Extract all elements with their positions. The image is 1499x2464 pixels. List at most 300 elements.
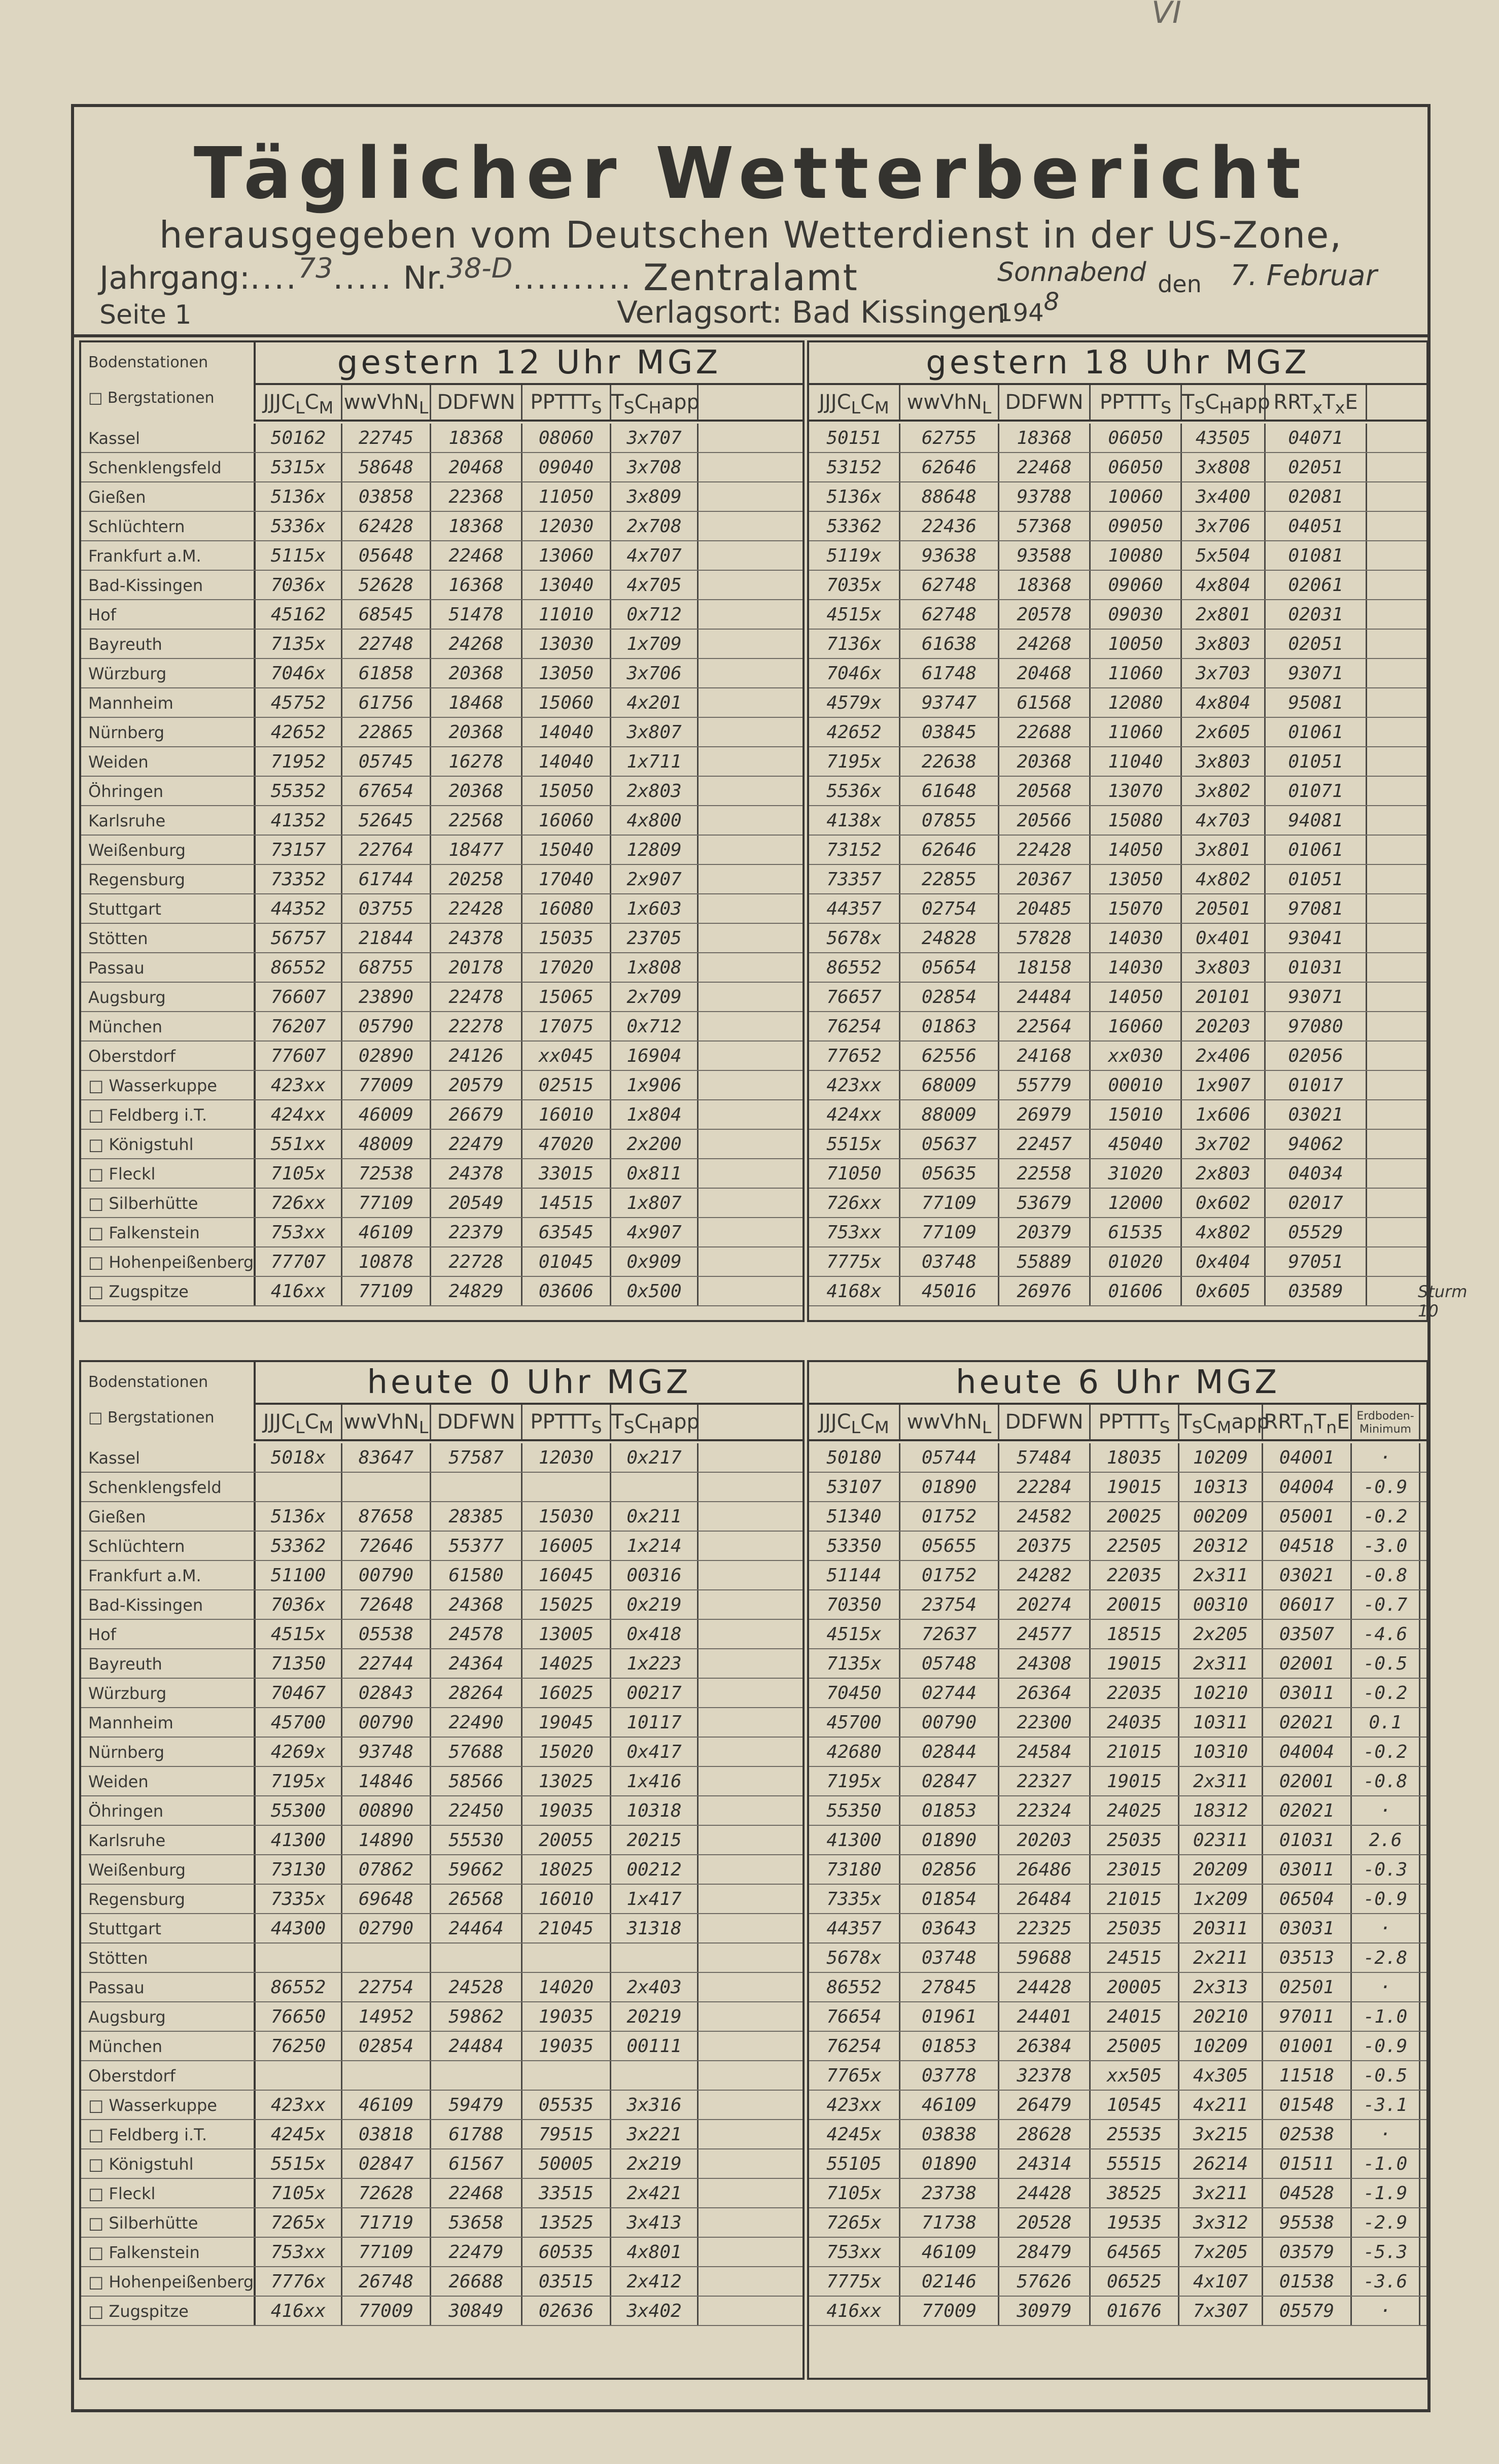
sturm-note: Sturm 10 [1418, 1282, 1468, 1321]
publisher: Verlagsort: Bad Kissingen [617, 295, 1006, 330]
data-cell: 77109 [342, 1277, 431, 1305]
data-cell: -3.1 [1352, 2091, 1420, 2119]
data-cell: 22754 [342, 1973, 431, 2001]
table-row [809, 1973, 1426, 2002]
data-cell: 20568 [999, 777, 1091, 805]
data-cell: 753xx [809, 1218, 900, 1246]
data-cell: 7105x [254, 2179, 342, 2207]
data-cell: 44357 [809, 1914, 900, 1942]
data-cell: 05001 [1263, 1502, 1352, 1531]
data-cell: 423xx [809, 1071, 900, 1099]
data-cell: 4515x [254, 1620, 342, 1648]
data-cell: 26484 [999, 1885, 1091, 1913]
data-cell: 04001 [1263, 1443, 1352, 1472]
table-row [809, 924, 1426, 953]
data-cell: 52628 [342, 571, 431, 599]
data-cell: 20379 [999, 1218, 1091, 1246]
data-cell: 3x807 [611, 718, 699, 746]
data-cell: 1x603 [611, 894, 699, 923]
station-name: □ Falkenstein [88, 2243, 200, 2262]
station-name: Passau [88, 958, 145, 978]
data-cell: 7265x [809, 2208, 900, 2237]
data-cell: 03845 [900, 718, 999, 746]
station-name: Kassel [88, 1448, 140, 1468]
table-row [81, 1649, 803, 1679]
column-header: wwVhN$_L$ [342, 1405, 431, 1439]
data-cell: 55779 [999, 1071, 1091, 1099]
table-row [81, 2002, 803, 2032]
data-cell: 31020 [1091, 1159, 1182, 1188]
table-row [809, 1885, 1426, 1914]
data-cell: 01538 [1263, 2267, 1352, 2296]
data-cell: 26688 [431, 2267, 522, 2296]
data-cell: -0.2 [1352, 1738, 1420, 1766]
year-label: Jahrgang: [99, 259, 250, 296]
data-cell: 26479 [999, 2091, 1091, 2119]
data-cell: 4x305 [1179, 2061, 1263, 2090]
data-cell: 28385 [431, 1502, 522, 1531]
station-name: Bad-Kissingen [88, 576, 203, 595]
data-cell: 03643 [900, 1914, 999, 1942]
data-cell: 7x307 [1179, 2297, 1263, 2325]
table-row [81, 1473, 803, 1502]
data-cell: 01511 [1263, 2149, 1352, 2178]
data-cell: 19035 [522, 2002, 611, 2031]
data-cell: 4269x [254, 1738, 342, 1766]
data-cell: 02051 [1266, 453, 1367, 481]
column-header: $PPTTT_S$ [522, 385, 611, 420]
table-row [809, 1130, 1426, 1159]
data-cell: 01081 [1266, 541, 1367, 570]
data-cell: 24268 [431, 630, 522, 658]
data-cell: 16278 [431, 747, 522, 776]
data-cell: 0x401 [1182, 924, 1266, 952]
data-cell: 23705 [611, 924, 699, 952]
data-cell: 20468 [999, 659, 1091, 687]
data-cell: 45162 [254, 600, 342, 629]
data-cell: 22478 [431, 983, 522, 1011]
data-cell: 77109 [342, 2238, 431, 2266]
data-cell: 18468 [431, 688, 522, 717]
year-suffix: 8 [1043, 288, 1060, 316]
station-name: Weiden [88, 752, 149, 772]
data-cell: 61744 [342, 865, 431, 893]
data-cell: 0x418 [611, 1620, 699, 1648]
data-cell: 03589 [1266, 1277, 1367, 1305]
data-cell: 10318 [611, 1796, 699, 1825]
data-cell: 24515 [1091, 1944, 1179, 1972]
data-cell: -2.9 [1352, 2208, 1420, 2237]
table-row [81, 1532, 803, 1561]
data-cell: 05579 [1263, 2297, 1352, 2325]
data-cell: 15070 [1091, 894, 1182, 923]
data-cell: 4x707 [611, 541, 699, 570]
data-cell: 71738 [900, 2208, 999, 2237]
data-cell: 02754 [900, 894, 999, 923]
data-cell: 0x404 [1182, 1247, 1266, 1276]
data-cell: 1x209 [1179, 1885, 1263, 1913]
data-cell: 4x107 [1179, 2267, 1263, 2296]
data-cell: 26486 [999, 1855, 1091, 1884]
table-bl [79, 1360, 805, 2380]
data-cell: 21844 [342, 924, 431, 952]
data-cell: 32378 [999, 2061, 1091, 2090]
data-cell: 02056 [1266, 1042, 1367, 1070]
data-cell: 07862 [342, 1855, 431, 1884]
data-cell: 14040 [522, 718, 611, 746]
data-cell: 13060 [522, 541, 611, 570]
data-cell: -1.0 [1352, 2002, 1420, 2031]
data-cell: 51340 [809, 1502, 900, 1531]
table-row [81, 1561, 803, 1590]
data-cell: 24401 [999, 2002, 1091, 2031]
data-cell: 22728 [431, 1247, 522, 1276]
data-cell: -0.9 [1352, 1473, 1420, 1501]
data-cell: 55352 [254, 777, 342, 805]
section-heading: heute 0 Uhr MGZ [254, 1362, 803, 1405]
data-cell: 94062 [1266, 1130, 1367, 1158]
data-cell: 11060 [1091, 659, 1182, 687]
data-cell: 24308 [999, 1649, 1091, 1678]
data-cell: 57626 [999, 2267, 1091, 2296]
data-cell: 01071 [1266, 777, 1367, 805]
data-cell: 1x807 [611, 1189, 699, 1217]
data-cell [342, 1473, 431, 1501]
data-cell: 83647 [342, 1443, 431, 1472]
data-cell: 03858 [342, 482, 431, 511]
data-cell: 03838 [900, 2120, 999, 2148]
data-cell: 42680 [809, 1738, 900, 1766]
data-cell: 4x907 [611, 1218, 699, 1246]
data-cell: 5678x [809, 1944, 900, 1972]
table-row [809, 1796, 1426, 1826]
data-cell: 45040 [1091, 1130, 1182, 1158]
data-cell: 7105x [254, 1159, 342, 1188]
data-cell: 24828 [900, 924, 999, 952]
data-cell: 5136x [254, 482, 342, 511]
column-header: DDFWN [431, 1405, 522, 1439]
table-tl [79, 340, 805, 1322]
column-header: wwVhN$_L$ [900, 1405, 999, 1439]
data-cell: 1x804 [611, 1100, 699, 1129]
data-cell: 26679 [431, 1100, 522, 1129]
data-cell: 15035 [522, 924, 611, 952]
data-cell: -3.6 [1352, 2267, 1420, 2296]
data-cell: 14030 [1091, 953, 1182, 982]
data-cell: 09060 [1091, 571, 1182, 599]
data-cell: 22748 [342, 630, 431, 658]
data-cell: 2x219 [611, 2149, 699, 2178]
column-header: DDFWN [431, 385, 522, 420]
data-cell: 12030 [522, 1443, 611, 1472]
data-cell: 68009 [900, 1071, 999, 1099]
data-cell: 28264 [431, 1679, 522, 1707]
data-cell: 41300 [809, 1826, 900, 1854]
data-cell: 14020 [522, 1973, 611, 2001]
data-cell: 03011 [1263, 1855, 1352, 1884]
table-row [809, 1914, 1426, 1944]
data-cell: 3x803 [1182, 747, 1266, 776]
data-cell: 18515 [1091, 1620, 1179, 1648]
data-cell: 24364 [431, 1649, 522, 1678]
table-row [809, 983, 1426, 1012]
data-cell [342, 1944, 431, 1972]
data-cell: 19015 [1091, 1649, 1179, 1678]
data-cell: 1x808 [611, 953, 699, 982]
data-cell: 71350 [254, 1649, 342, 1678]
data-cell: 16010 [522, 1885, 611, 1913]
data-cell: -0.9 [1352, 2032, 1420, 2060]
data-cell: 13525 [522, 2208, 611, 2237]
table-row [809, 600, 1426, 630]
data-cell: -0.2 [1352, 1502, 1420, 1531]
column-header: $JJJC_LC_M$ [809, 385, 900, 420]
data-cell: 14846 [342, 1767, 431, 1795]
data-cell: 22324 [999, 1796, 1091, 1825]
data-cell: 22764 [342, 836, 431, 864]
data-cell: 4x201 [611, 688, 699, 717]
station-name: Öhringen [88, 782, 164, 801]
data-cell: 4x703 [1182, 806, 1266, 835]
station-name: Hof [88, 605, 116, 624]
data-cell: 0x417 [611, 1738, 699, 1766]
data-cell: 01606 [1091, 1277, 1182, 1305]
data-cell: 73130 [254, 1855, 342, 1884]
column-header: DDFWN [999, 385, 1091, 420]
data-cell: 05535 [522, 2091, 611, 2119]
table-row [81, 983, 803, 1012]
table-row [81, 1012, 803, 1042]
data-cell: 51100 [254, 1561, 342, 1589]
table-row [81, 2267, 803, 2297]
data-cell: 18025 [522, 1855, 611, 1884]
data-cell: 7195x [809, 1767, 900, 1795]
data-cell: 45700 [809, 1708, 900, 1737]
data-cell: 01061 [1266, 836, 1367, 864]
data-cell: -1.9 [1352, 2179, 1420, 2207]
data-cell: 93071 [1266, 659, 1367, 687]
data-cell: 11050 [522, 482, 611, 511]
data-cell: 77109 [342, 1189, 431, 1217]
data-cell: 53350 [809, 1532, 900, 1560]
data-cell: 46109 [342, 2091, 431, 2119]
data-cell: 00316 [611, 1561, 699, 1589]
bergstationen-label: □ Bergstationen [88, 1409, 215, 1427]
table-row [81, 2120, 803, 2149]
data-cell: 42652 [254, 718, 342, 746]
data-cell: 88009 [900, 1100, 999, 1129]
data-cell: 59479 [431, 2091, 522, 2119]
data-cell: 24035 [1091, 1708, 1179, 1737]
number-value: 38-D [446, 252, 513, 284]
data-cell: 26568 [431, 1885, 522, 1913]
data-cell: 03579 [1263, 2238, 1352, 2266]
data-cell: 19015 [1091, 1473, 1179, 1501]
station-name: Gießen [88, 1507, 146, 1526]
data-cell: -5.3 [1352, 2238, 1420, 2266]
data-cell: 19015 [1091, 1767, 1179, 1795]
column-header: $T_SC_Happ$ [1182, 385, 1266, 420]
data-cell: 2x200 [611, 1130, 699, 1158]
data-cell: 06050 [1091, 453, 1182, 481]
data-cell: 05748 [900, 1649, 999, 1678]
data-cell: 14890 [342, 1826, 431, 1854]
data-cell: 87658 [342, 1502, 431, 1531]
data-cell: 02890 [342, 1042, 431, 1070]
table-row [81, 1100, 803, 1130]
data-cell: 01752 [900, 1502, 999, 1531]
weather-report-sheet [71, 104, 1468, 2412]
data-cell [611, 1944, 699, 1972]
data-cell: 62748 [900, 600, 999, 629]
den-label: den [1158, 270, 1202, 298]
table-row [809, 1071, 1426, 1100]
data-cell: 73352 [254, 865, 342, 893]
data-cell: 23738 [900, 2179, 999, 2207]
data-cell: 04004 [1263, 1738, 1352, 1766]
station-name: □ Wasserkuppe [88, 1076, 217, 1095]
data-cell: 5136x [254, 1502, 342, 1531]
weekday: Sonnabend [997, 257, 1146, 288]
table-row [809, 1855, 1426, 1885]
data-cell: 76254 [809, 1012, 900, 1040]
data-cell: 2.6 [1352, 1826, 1420, 1854]
data-cell: 30979 [999, 2297, 1091, 2325]
data-cell: 0x712 [611, 1012, 699, 1040]
data-cell: 416xx [809, 2297, 900, 2325]
data-cell: 11518 [1263, 2061, 1352, 2090]
table-row [81, 865, 803, 894]
table-row [809, 1826, 1426, 1855]
data-cell: 53658 [431, 2208, 522, 2237]
data-cell: 2x311 [1179, 1649, 1263, 1678]
station-name: □ Hohenpeißenberg [88, 1253, 254, 1272]
data-cell: 3x808 [1182, 453, 1266, 481]
table-row [81, 659, 803, 688]
station-name: Würzburg [88, 664, 167, 683]
station-name: Oberstdorf [88, 2066, 176, 2086]
table-row [809, 659, 1426, 688]
station-name: □ Feldberg i.T. [88, 1105, 207, 1125]
data-cell: 14952 [342, 2002, 431, 2031]
table-row [81, 2149, 803, 2179]
table-row [81, 688, 803, 718]
data-cell: 14025 [522, 1649, 611, 1678]
data-cell [254, 1473, 342, 1501]
data-cell: 70450 [809, 1679, 900, 1707]
data-cell: 3x802 [1182, 777, 1266, 805]
column-header: $T_SC_Mapp$ [1179, 1405, 1263, 1439]
station-name: Regensburg [88, 870, 185, 889]
station-name: Frankfurt a.M. [88, 1566, 201, 1585]
data-cell: 4x801 [611, 2238, 699, 2266]
data-cell: 53362 [809, 512, 900, 540]
data-cell: 02847 [900, 1767, 999, 1795]
data-cell: 02843 [342, 1679, 431, 1707]
data-cell: 02844 [900, 1738, 999, 1766]
data-cell: 423xx [254, 1071, 342, 1099]
data-cell: 2x907 [611, 865, 699, 893]
data-cell: 26384 [999, 2032, 1091, 2060]
data-cell: 13050 [522, 659, 611, 687]
data-cell: 15010 [1091, 1100, 1182, 1129]
data-cell: 31318 [611, 1914, 699, 1942]
data-cell: 1x416 [611, 1767, 699, 1795]
column-header: $JJJC_LC_M$ [254, 1405, 342, 1439]
data-cell: -1.0 [1352, 2149, 1420, 2178]
data-cell [431, 1944, 522, 1972]
data-cell: 10545 [1091, 2091, 1179, 2119]
data-cell: 3x312 [1179, 2208, 1263, 2237]
data-cell: 15065 [522, 983, 611, 1011]
data-cell: 03011 [1263, 1679, 1352, 1707]
data-cell: 46109 [342, 1218, 431, 1246]
bergstationen-label: □ Bergstationen [88, 389, 215, 407]
data-cell: 01890 [900, 1473, 999, 1501]
data-cell: 30849 [431, 2297, 522, 2325]
data-cell: -0.9 [1352, 1885, 1420, 1913]
data-cell: 26976 [999, 1277, 1091, 1305]
data-cell: 02001 [1263, 1649, 1352, 1678]
data-cell: 02061 [1266, 571, 1367, 599]
data-cell: 41352 [254, 806, 342, 835]
column-header: $JJJC_LC_M$ [254, 385, 342, 420]
data-cell: 4x804 [1182, 571, 1266, 599]
data-cell: 03818 [342, 2120, 431, 2148]
table-row [81, 924, 803, 953]
table-row [81, 424, 803, 453]
data-cell: 19035 [522, 2032, 611, 2060]
data-cell: 14515 [522, 1189, 611, 1217]
data-cell: 24428 [999, 2179, 1091, 2207]
data-cell: 20528 [999, 2208, 1091, 2237]
station-name: Öhringen [88, 1801, 164, 1821]
column-header: $PPTTT_S$ [522, 1405, 611, 1439]
table-row [809, 953, 1426, 983]
data-cell: 15060 [522, 688, 611, 717]
data-cell: 22479 [431, 2238, 522, 2266]
data-cell: 0x219 [611, 1590, 699, 1619]
station-name: □ Silberhütte [88, 1194, 198, 1213]
data-cell [254, 1944, 342, 1972]
station-name: □ Fleckl [88, 2184, 156, 2203]
data-cell: 63545 [522, 1218, 611, 1246]
data-cell: 77009 [900, 2297, 999, 2325]
table-row [81, 894, 803, 924]
data-cell: 10311 [1179, 1708, 1263, 1737]
column-header: $JJJC_LC_M$ [809, 1405, 900, 1439]
data-cell: 22278 [431, 1012, 522, 1040]
data-cell: 24314 [999, 2149, 1091, 2178]
data-cell: 20368 [431, 718, 522, 746]
data-cell: 2x313 [1179, 1973, 1263, 2001]
data-cell: 02021 [1263, 1708, 1352, 1737]
data-cell: 3x703 [1182, 659, 1266, 687]
data-cell: 1x223 [611, 1649, 699, 1678]
data-cell: 02847 [342, 2149, 431, 2178]
data-cell: 4x802 [1182, 1218, 1266, 1246]
table-row [81, 806, 803, 836]
table-row [809, 453, 1426, 482]
table-row [81, 1130, 803, 1159]
data-cell: 61858 [342, 659, 431, 687]
table-row [81, 718, 803, 747]
data-cell: 41300 [254, 1826, 342, 1854]
data-cell: 16368 [431, 571, 522, 599]
year-value: 73 [298, 252, 333, 284]
data-cell: 22564 [999, 1012, 1091, 1040]
issue-info: Jahrgang:....73..... Nr.38-D.......... [99, 252, 633, 296]
